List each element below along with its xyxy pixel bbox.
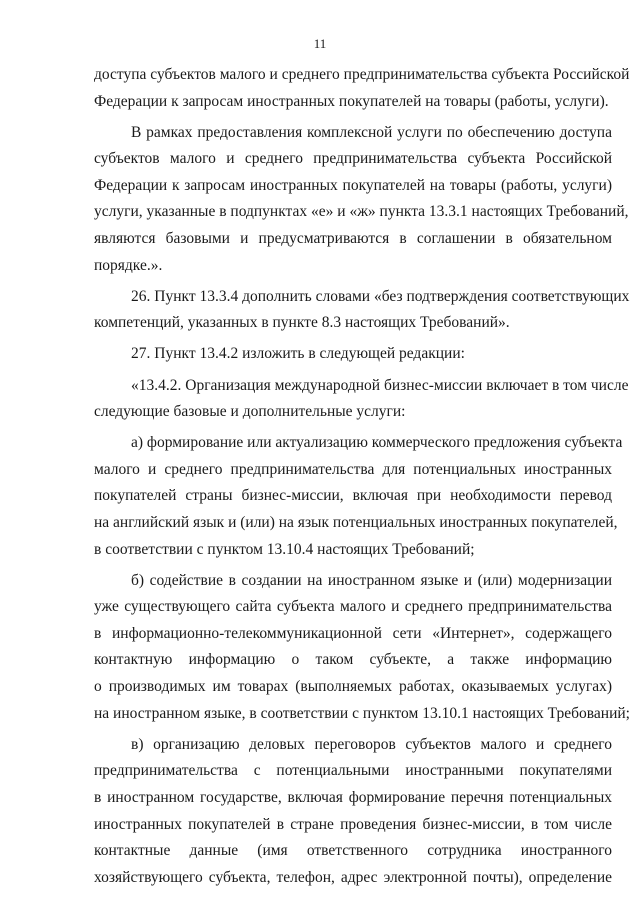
text-line: контактную информацию о таком субъекте, а также информацию [94, 651, 612, 669]
text-line: на иностранном языке, в соответствии с пунктом 13.10.1 настоящих Требований; [94, 704, 630, 722]
text-line: порядке.». [94, 256, 163, 274]
paragraph [94, 568, 630, 728]
document-body [94, 62, 630, 896]
text-line: а) формирование или актуализацию коммерческого предложения субъекта [131, 434, 623, 452]
text-line: уже существующего сайта субъекта малого и среднего предпринимательства [94, 598, 612, 616]
paragraph [94, 430, 623, 563]
text-line: компетенций, указанных в пункте 8.3 настоящих Требований». [94, 314, 510, 332]
text-line: В рамках предоставления комплексной услуги по обеспечению доступа [131, 123, 612, 141]
text-line: Федерации к запросам иностранных покупателей на товары (работы, услуги). [94, 92, 609, 110]
text-line: покупателей страны бизнес-миссии, включая при необходимости перевод [94, 487, 612, 505]
paragraph [94, 341, 612, 368]
paragraph [94, 732, 612, 892]
text-line: на английский язык и (или) на язык потенциальных иностранных покупателей, [94, 514, 618, 531]
text-line: субъектов малого и среднего предпринимательства субъекта Российской [94, 150, 612, 168]
text-line: в информационно-телекоммуникационной сети «Интернет», содержащего [94, 624, 612, 642]
text-line: «13.4.2. Организация международной бизнес-миссии включает в том числе [131, 376, 629, 394]
text-line: контактные данные (имя ответственного сотрудника иностранного [94, 842, 612, 860]
text-line: о производимых им товарах (выполняемых работах, оказываемых услугах) [94, 678, 612, 696]
paragraph [94, 62, 630, 115]
paragraph [94, 373, 629, 426]
text-line: малого и среднего предпринимательства для потенциальных иностранных [94, 460, 612, 478]
text-line: являются базовыми и предусматриваются в соглашении в обязательном [94, 230, 612, 248]
paragraph [94, 284, 630, 337]
text-line: 27. Пункт 13.4.2 изложить в следующей редакции: [131, 345, 465, 363]
text-line: предпринимательства с потенциальными иностранными покупателями [94, 762, 612, 780]
text-line: б) содействие в создании на иностранном языке и (или) модернизации [131, 571, 612, 589]
text-line: доступа субъектов малого и среднего предпринимательства субъекта Российской [94, 66, 630, 83]
page-number: 11 [313, 36, 327, 51]
paragraph [94, 120, 629, 280]
text-line: следующие базовые и дополнительные услуги: [94, 403, 406, 421]
text-line: в) организацию деловых переговоров субъектов малого и среднего [131, 735, 612, 753]
text-line: иностранных покупателей в стране проведения бизнес-миссии, в том числе [94, 815, 612, 833]
text-line: услуги, указанные в подпунктах «е» и «ж» пункта 13.3.1 настоящих Требований, [94, 203, 629, 221]
text-line: в соответствии с пунктом 13.10.4 настоящих Требований; [94, 540, 475, 558]
text-line: 26. Пункт 13.3.4 дополнить словами «без подтверждения соответствующих [131, 287, 630, 305]
text-line: Федерации к запросам иностранных покупателей на товары (работы, услуги) [94, 176, 612, 194]
text-line: в иностранном государстве, включая формирование перечня потенциальных [94, 788, 612, 806]
text-line: хозяйствующего субъекта, телефон, адрес электронной почты), определение [94, 868, 612, 886]
